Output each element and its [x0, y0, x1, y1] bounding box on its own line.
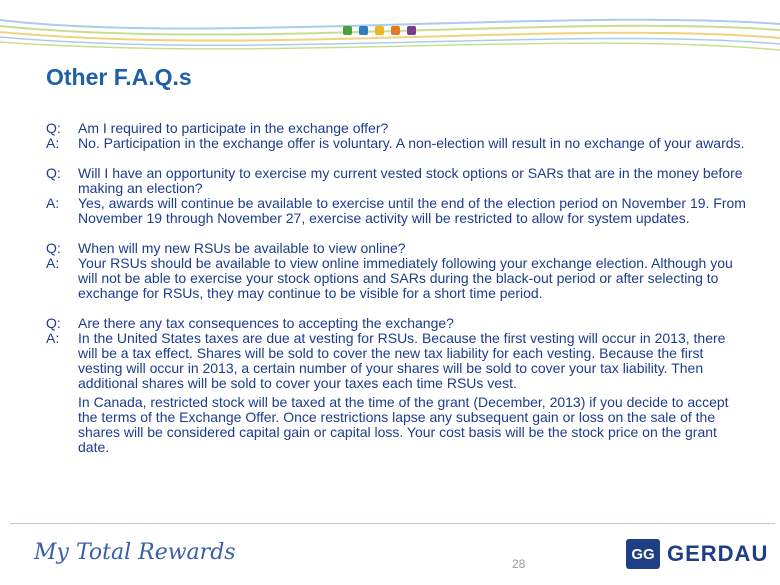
answer-row: [46, 136, 746, 151]
answer-label: A:: [46, 135, 60, 151]
gerdau-logo: [626, 539, 768, 569]
question-row: [46, 241, 746, 256]
gerdau-mark-icon: [626, 539, 660, 569]
purple-dot-icon: [407, 26, 416, 35]
question-label: Q:: [46, 120, 61, 136]
question-label: Q:: [46, 240, 61, 256]
question-text: Are there any tax consequences to accepting the exchange?: [78, 315, 454, 331]
answer-text: No. Participation in the exchange offer is voluntary. A non-election will result in no exchange of your awards.: [78, 135, 745, 151]
answer-label: A:: [46, 330, 60, 346]
question-row: [46, 316, 746, 331]
question-row: [46, 121, 746, 136]
faq-list: [46, 121, 746, 455]
answer-label: A:: [46, 255, 60, 271]
footer-divider: [10, 523, 775, 524]
gerdau-wordmark: GERDAU: [667, 541, 769, 566]
page-number: 28: [512, 557, 526, 571]
question-label: Q:: [46, 165, 61, 181]
question-row: [46, 166, 746, 196]
header-color-dots: [343, 26, 416, 35]
blue-dot-icon: [359, 26, 368, 35]
green-dot-icon: [343, 26, 352, 35]
question-text: When will my new RSUs be available to view online?: [78, 240, 406, 256]
answer-row: [46, 196, 746, 226]
gerdau-mark-text: GG: [631, 545, 655, 563]
answer-text: In the United States taxes are due at vesting for RSUs. Because the first vesting will occur in 2013, there will be a tax effect. Shares will be sold to cover the new tax liability for each vesting. Because the first vesting will occur in 2013, a certain number of your shares will be sold to cover your tax liability. Then additional shares will be sold to cover your taxes each time RSUs vest.: [78, 330, 726, 391]
question-text: Am I required to participate in the exchange offer?: [78, 120, 389, 136]
answer-text: Yes, awards will continue be available to exercise until the end of the election period on November 19. From November 19 through November 27, exercise activity will be restricted to allow for system updates.: [78, 195, 746, 226]
answer-continuation-text: In Canada, restricted stock will be taxed at the time of the grant (December, 2013) if you decide to accept the terms of the Exchange Offer. Once restrictions lapse any subsequent gain or loss on the sale of the shares will be considered capital gain or capital loss. Your cost basis will be the stock price on the grant date.: [78, 394, 729, 455]
answer-continuation-row: [46, 395, 746, 455]
my-total-rewards-logo: My Total Rewards: [34, 540, 236, 565]
yellow-dot-icon: [375, 26, 384, 35]
answer-row: [46, 256, 746, 301]
answer-text: Your RSUs should be available to view online immediately following your exchange election. Although you will not be able to exercise your stock options and SARs during the black-out period or after selecting to exchange for RSUs, they may continue to be visible for a short time period.: [78, 255, 733, 301]
question-text: Will I have an opportunity to exercise my current vested stock options or SARs that are in the money before making an election?: [78, 165, 743, 196]
question-label: Q:: [46, 315, 61, 331]
page-title: Other F.A.Q.s: [46, 64, 192, 90]
answer-label: A:: [46, 195, 60, 211]
orange-dot-icon: [391, 26, 400, 35]
answer-row: [46, 331, 746, 391]
